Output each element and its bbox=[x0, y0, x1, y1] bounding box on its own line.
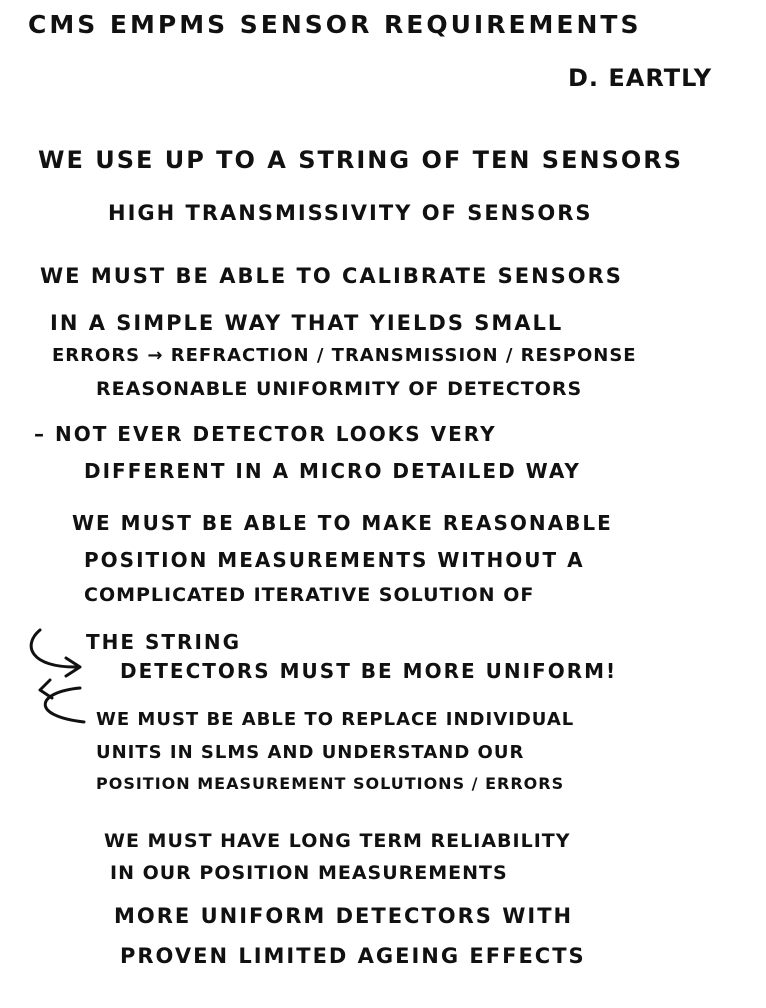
document-title: CMS EMPMS SENSOR REQUIREMENTS bbox=[28, 10, 642, 39]
curved-arrow-down-icon bbox=[31, 630, 78, 667]
text-line: POSITION MEASUREMENT SOLUTIONS / ERRORS bbox=[96, 774, 565, 793]
text-line: DIFFERENT IN A MICRO DETAILED WAY bbox=[84, 459, 581, 483]
text-line: IN OUR POSITION MEASUREMENTS bbox=[110, 862, 508, 884]
text-line: PROVEN LIMITED AGEING EFFECTS bbox=[120, 944, 586, 968]
text-line: WE MUST HAVE LONG TERM RELIABILITY bbox=[104, 830, 571, 852]
text-line: – NOT EVER DETECTOR LOOKS VERY bbox=[34, 422, 497, 446]
text-line: ERRORS → REFRACTION / TRANSMISSION / RESPONSE bbox=[52, 345, 637, 366]
text-line: IN A SIMPLE WAY THAT YIELDS SMALL bbox=[50, 311, 564, 335]
arrow-head-icon bbox=[66, 658, 80, 676]
curved-arrow-up-icon bbox=[45, 688, 84, 722]
text-line: HIGH TRANSMISSIVITY OF SENSORS bbox=[108, 201, 593, 225]
text-line: WE MUST BE ABLE TO REPLACE INDIVIDUAL bbox=[96, 709, 575, 730]
text-line: MORE UNIFORM DETECTORS WITH bbox=[114, 904, 574, 928]
arrow-head-icon bbox=[40, 680, 52, 698]
text-line: THE STRING bbox=[86, 630, 242, 654]
text-line: WE MUST BE ABLE TO MAKE REASONABLE bbox=[72, 511, 613, 535]
text-line: WE USE UP TO A STRING OF TEN SENSORS bbox=[38, 146, 684, 174]
text-line: POSITION MEASUREMENTS WITHOUT A bbox=[84, 548, 585, 572]
text-line: COMPLICATED ITERATIVE SOLUTION OF bbox=[84, 584, 535, 606]
text-line: REASONABLE UNIFORMITY OF DETECTORS bbox=[96, 378, 583, 400]
text-line: DETECTORS MUST BE MORE UNIFORM! bbox=[120, 659, 618, 683]
text-line: WE MUST BE ABLE TO CALIBRATE SENSORS bbox=[40, 264, 623, 288]
text-line: UNITS IN SLMS AND UNDERSTAND OUR bbox=[96, 742, 525, 763]
author-signature: D. EARTLY bbox=[568, 64, 713, 92]
